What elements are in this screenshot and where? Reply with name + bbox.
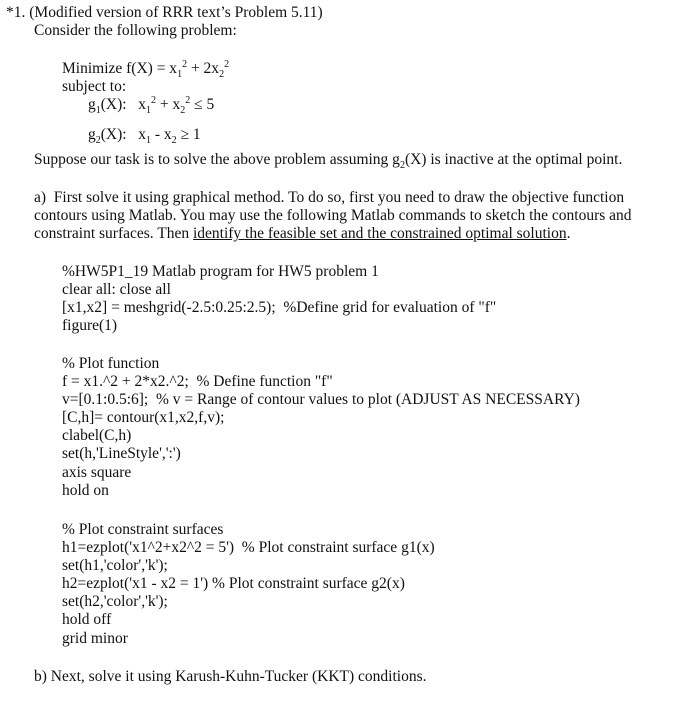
objective-sub2: 2	[219, 69, 225, 81]
code-line: set(h1,'color','k');	[62, 557, 168, 574]
code-line: h2=ezplot('x1 - x2 = 1') % Plot constraint surface g2(x)	[62, 575, 405, 592]
part-a-line-3	[34, 225, 570, 243]
code-line: set(h2,'color','k');	[62, 593, 168, 610]
g2-rhs: ≥ 1	[176, 126, 201, 143]
g1-x1-sub: 1	[145, 105, 151, 117]
assumption-after: (X) is inactive at the optimal point.	[404, 151, 623, 168]
problem-intro: Consider the following problem:	[34, 22, 237, 39]
part-a-line-1: a) First solve it using graphical method. To do so, first you need to draw the objective function	[34, 189, 625, 206]
code-line: figure(1)	[62, 317, 118, 334]
g2-body: (X): x	[100, 126, 146, 143]
g2-label: g	[88, 126, 96, 143]
g1-plus: + x	[155, 96, 181, 113]
code-line: set(h,'LineStyle',':')	[62, 445, 181, 462]
code-line: grid minor	[62, 630, 128, 647]
part-a-period: .	[566, 225, 571, 242]
objective-line	[62, 58, 230, 81]
problem-header: *1. (Modified version of RRR text’s Problem 5.11)	[6, 4, 323, 21]
part-b-line: b) Next, solve it using Karush-Kuhn-Tucker (KKT) conditions.	[34, 668, 427, 685]
constraint-g2	[88, 126, 201, 147]
subject-to: subject to:	[62, 78, 127, 95]
part-a-line-2: contours using Matlab. You may use the following Matlab commands to sketch the contours and	[34, 207, 632, 224]
g1-x2-sup: 2	[185, 94, 191, 106]
code-line: hold off	[62, 611, 112, 628]
code-line: %HW5P1_19 Matlab program for HW5 problem 1	[62, 263, 379, 280]
code-line: v=[0.1:0.5:6]; % v = Range of contour values to plot (ADJUST AS NECESSARY)	[62, 391, 580, 408]
constraint-g1	[88, 94, 215, 117]
code-line: hold on	[62, 482, 109, 499]
g1-body: (X): x	[100, 96, 146, 113]
code-line: [C,h]= contour(x1,x2,f,v);	[62, 409, 225, 426]
code-line: h1=ezplot('x1^2+x2^2 = 5') % Plot constraint surface g1(x)	[62, 539, 435, 556]
code-line: % Plot constraint surfaces	[62, 521, 224, 538]
g2-x1-sub: 1	[145, 135, 151, 147]
assumption-before: Suppose our task is to solve the above problem assuming g	[34, 151, 400, 168]
objective-sup2: 2	[224, 58, 230, 70]
assumption-sub: 2	[399, 160, 405, 172]
objective-sup1: 2	[182, 58, 188, 70]
code-line: clabel(C,h)	[62, 427, 132, 444]
g1-rhs: ≤ 5	[190, 96, 215, 113]
g1-x1-sup: 2	[150, 94, 156, 106]
g1-x2-sub: 2	[180, 105, 186, 117]
g2-sub: 2	[95, 135, 101, 147]
code-line: f = x1.^2 + 2*x2.^2; % Define function "f"	[62, 373, 333, 390]
part-a-line-3-plain: constraint surfaces. Then	[34, 225, 193, 242]
code-line: [x1,x2] = meshgrid(-2.5:0.25:2.5); %Define grid for evaluation of "f"	[62, 299, 497, 316]
g2-x2-sub: 2	[171, 135, 177, 147]
objective-sub1: 1	[177, 69, 183, 81]
code-line: % Plot function	[62, 355, 160, 372]
code-line: axis square	[62, 464, 132, 481]
part-a-underlined: identify the feasible set and the constrained optimal solution	[192, 225, 567, 242]
g1-sub: 1	[95, 105, 101, 117]
code-line: clear all: close all	[62, 281, 171, 298]
g1-label: g	[88, 96, 96, 113]
objective-plus: + 2x	[187, 60, 220, 77]
assumption-line	[34, 151, 623, 172]
g2-minus: - x	[150, 126, 172, 143]
objective-text: Minimize f(X) = x	[62, 60, 178, 77]
